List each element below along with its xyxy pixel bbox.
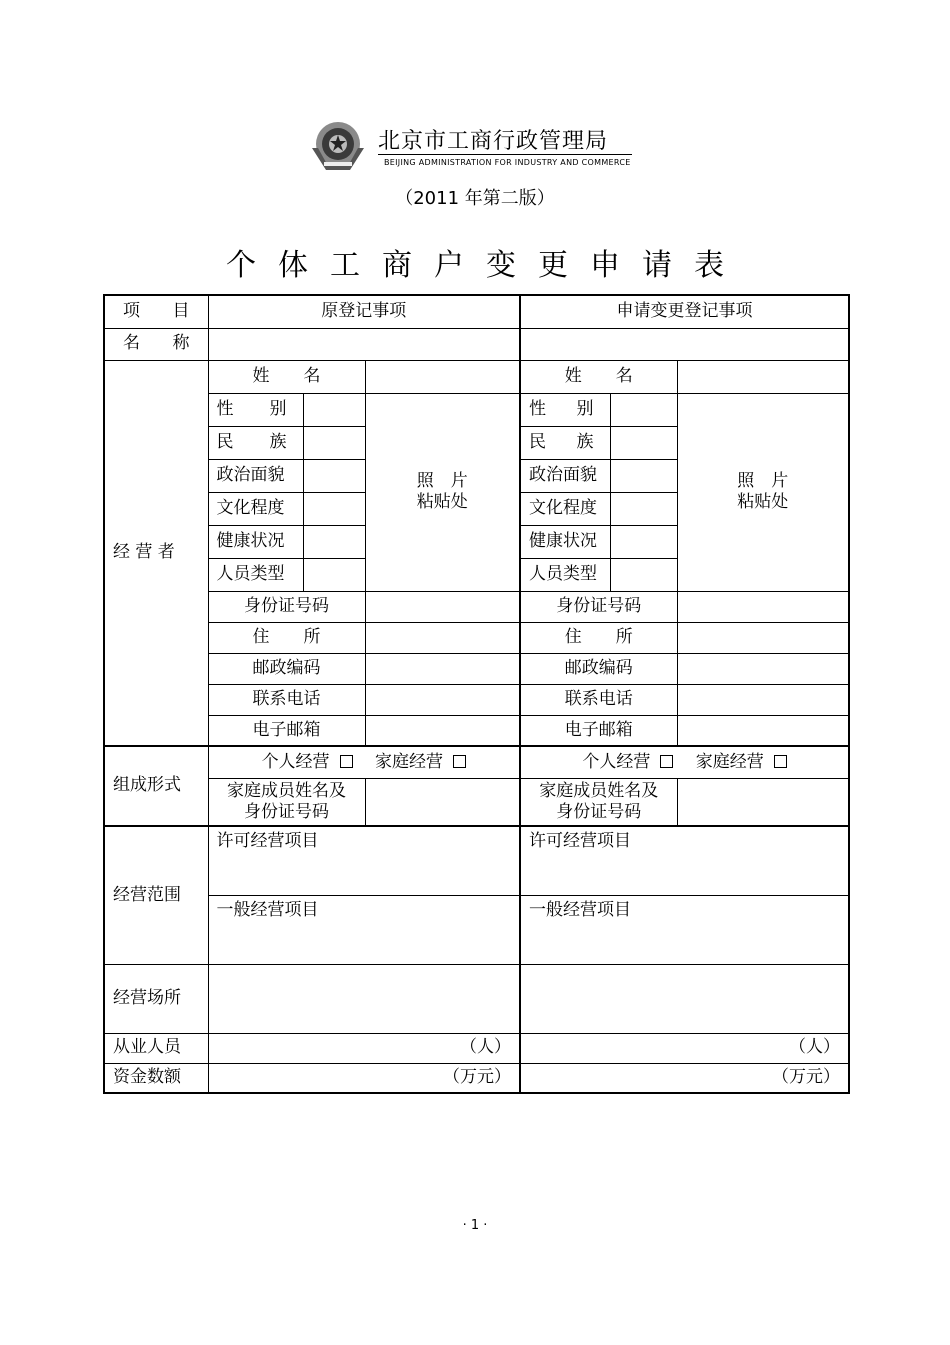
org-name-cn: 北京市工商行政管理局 bbox=[378, 129, 609, 154]
phone-label-change: 联系电话 bbox=[520, 684, 677, 715]
gender-row bbox=[104, 393, 849, 426]
id-change-field[interactable] bbox=[677, 591, 849, 622]
gender-label-change: 性 别 bbox=[520, 393, 610, 426]
premises-original-field[interactable] bbox=[208, 964, 520, 1033]
family-checkbox[interactable] bbox=[453, 755, 466, 768]
individual-checkbox[interactable] bbox=[340, 755, 353, 768]
person-type-change-field[interactable] bbox=[610, 558, 677, 591]
political-label: 政治面貌 bbox=[208, 459, 303, 492]
person-type-label-change: 人员类型 bbox=[520, 558, 610, 591]
gender-original-field[interactable] bbox=[303, 393, 365, 426]
org-form-row bbox=[104, 746, 849, 778]
address-change-field[interactable] bbox=[677, 622, 849, 653]
capital-change-field[interactable]: （万元） bbox=[520, 1063, 849, 1093]
education-original-field[interactable] bbox=[303, 492, 365, 525]
political-original-field[interactable] bbox=[303, 459, 365, 492]
postcode-label: 邮政编码 bbox=[208, 653, 365, 684]
org-form-change: 个人经营 家庭经营 bbox=[520, 746, 849, 778]
family-checkbox-change[interactable] bbox=[774, 755, 787, 768]
licensed-original-field[interactable]: 许可经营项目 bbox=[208, 826, 520, 895]
family-members-change-field[interactable] bbox=[677, 778, 849, 826]
premises-label: 经营场所 bbox=[104, 964, 208, 1033]
health-label: 健康状况 bbox=[208, 525, 303, 558]
page-number: · 1 · bbox=[462, 1218, 488, 1233]
family-members-label: 家庭成员姓名及 身份证号码 bbox=[208, 778, 365, 826]
person-type-original-field[interactable] bbox=[303, 558, 365, 591]
postcode-change-field[interactable] bbox=[677, 653, 849, 684]
email-label: 电子邮箱 bbox=[208, 715, 365, 746]
address-original-field[interactable] bbox=[365, 622, 520, 653]
general-scope-row bbox=[104, 895, 849, 964]
scope-label: 经营范围 bbox=[104, 826, 208, 964]
address-row bbox=[104, 622, 849, 653]
header bbox=[308, 118, 648, 178]
family-members-label-change: 家庭成员姓名及 身份证号码 bbox=[520, 778, 677, 826]
health-original-field[interactable] bbox=[303, 525, 365, 558]
general-original-field[interactable]: 一般经营项目 bbox=[208, 895, 520, 964]
item-header: 项 目 bbox=[104, 295, 208, 328]
id-row bbox=[104, 591, 849, 622]
education-label-change: 文化程度 bbox=[520, 492, 610, 525]
staff-original-field[interactable]: （人） bbox=[208, 1033, 520, 1063]
postcode-row bbox=[104, 653, 849, 684]
postcode-label-change: 邮政编码 bbox=[520, 653, 677, 684]
photo-change-area[interactable]: 照 片 粘贴处 bbox=[677, 393, 849, 591]
org-underline bbox=[378, 154, 632, 155]
gender-label: 性 别 bbox=[208, 393, 303, 426]
name-change-field[interactable] bbox=[520, 328, 849, 360]
op-name-label: 姓 名 bbox=[208, 360, 365, 393]
staff-label: 从业人员 bbox=[104, 1033, 208, 1063]
family-members-row bbox=[104, 778, 849, 826]
gender-change-field[interactable] bbox=[610, 393, 677, 426]
org-name-en: BEIJING ADMINISTRATION FOR INDUSTRY AND COMMERCE bbox=[384, 158, 631, 167]
op-name-original-field[interactable] bbox=[365, 360, 520, 393]
name-original-field[interactable] bbox=[208, 328, 520, 360]
email-label-change: 电子邮箱 bbox=[520, 715, 677, 746]
phone-row bbox=[104, 684, 849, 715]
email-original-field[interactable] bbox=[365, 715, 520, 746]
premises-change-field[interactable] bbox=[520, 964, 849, 1033]
change-header: 申请变更登记事项 bbox=[520, 295, 849, 328]
name-row bbox=[104, 328, 849, 360]
name-label: 名 称 bbox=[104, 328, 208, 360]
edition: （2011 年第二版） bbox=[395, 188, 555, 209]
health-label-change: 健康状况 bbox=[520, 525, 610, 558]
ethnicity-label: 民 族 bbox=[208, 426, 303, 459]
individual-checkbox-change[interactable] bbox=[660, 755, 673, 768]
capital-original-field[interactable]: （万元） bbox=[208, 1063, 520, 1093]
photo-original-area[interactable]: 照 片 粘贴处 bbox=[365, 393, 520, 591]
staff-change-field[interactable]: （人） bbox=[520, 1033, 849, 1063]
family-members-original-field[interactable] bbox=[365, 778, 520, 826]
org-form-label: 组成形式 bbox=[104, 746, 208, 826]
email-change-field[interactable] bbox=[677, 715, 849, 746]
op-name-change-field[interactable] bbox=[677, 360, 849, 393]
person-type-label: 人员类型 bbox=[208, 558, 303, 591]
premises-row bbox=[104, 964, 849, 1033]
change-application-form bbox=[103, 294, 850, 1094]
ethnicity-label-change: 民 族 bbox=[520, 426, 610, 459]
ethnicity-original-field[interactable] bbox=[303, 426, 365, 459]
operator-name-row bbox=[104, 360, 849, 393]
education-label: 文化程度 bbox=[208, 492, 303, 525]
id-label-change: 身份证号码 bbox=[520, 591, 677, 622]
phone-original-field[interactable] bbox=[365, 684, 520, 715]
general-change-field[interactable]: 一般经营项目 bbox=[520, 895, 849, 964]
licensed-scope-row bbox=[104, 826, 849, 895]
id-original-field[interactable] bbox=[365, 591, 520, 622]
address-label-change: 住 所 bbox=[520, 622, 677, 653]
political-change-field[interactable] bbox=[610, 459, 677, 492]
postcode-original-field[interactable] bbox=[365, 653, 520, 684]
political-label-change: 政治面貌 bbox=[520, 459, 610, 492]
op-name-label-change: 姓 名 bbox=[520, 360, 677, 393]
phone-change-field[interactable] bbox=[677, 684, 849, 715]
form-title: 个体工商户变更申请表 bbox=[226, 248, 746, 283]
original-header: 原登记事项 bbox=[208, 295, 520, 328]
email-row bbox=[104, 715, 849, 746]
capital-label: 资金数额 bbox=[104, 1063, 208, 1093]
id-label: 身份证号码 bbox=[208, 591, 365, 622]
national-emblem-icon bbox=[308, 118, 368, 174]
education-change-field[interactable] bbox=[610, 492, 677, 525]
capital-row bbox=[104, 1063, 849, 1093]
licensed-change-field[interactable]: 许可经营项目 bbox=[520, 826, 849, 895]
phone-label: 联系电话 bbox=[208, 684, 365, 715]
ethnicity-change-field[interactable] bbox=[610, 426, 677, 459]
health-change-field[interactable] bbox=[610, 525, 677, 558]
header-row bbox=[104, 295, 849, 328]
org-form-original: 个人经营 家庭经营 bbox=[208, 746, 520, 778]
staff-row bbox=[104, 1033, 849, 1063]
operator-label: 经 营 者 bbox=[104, 360, 208, 746]
address-label: 住 所 bbox=[208, 622, 365, 653]
